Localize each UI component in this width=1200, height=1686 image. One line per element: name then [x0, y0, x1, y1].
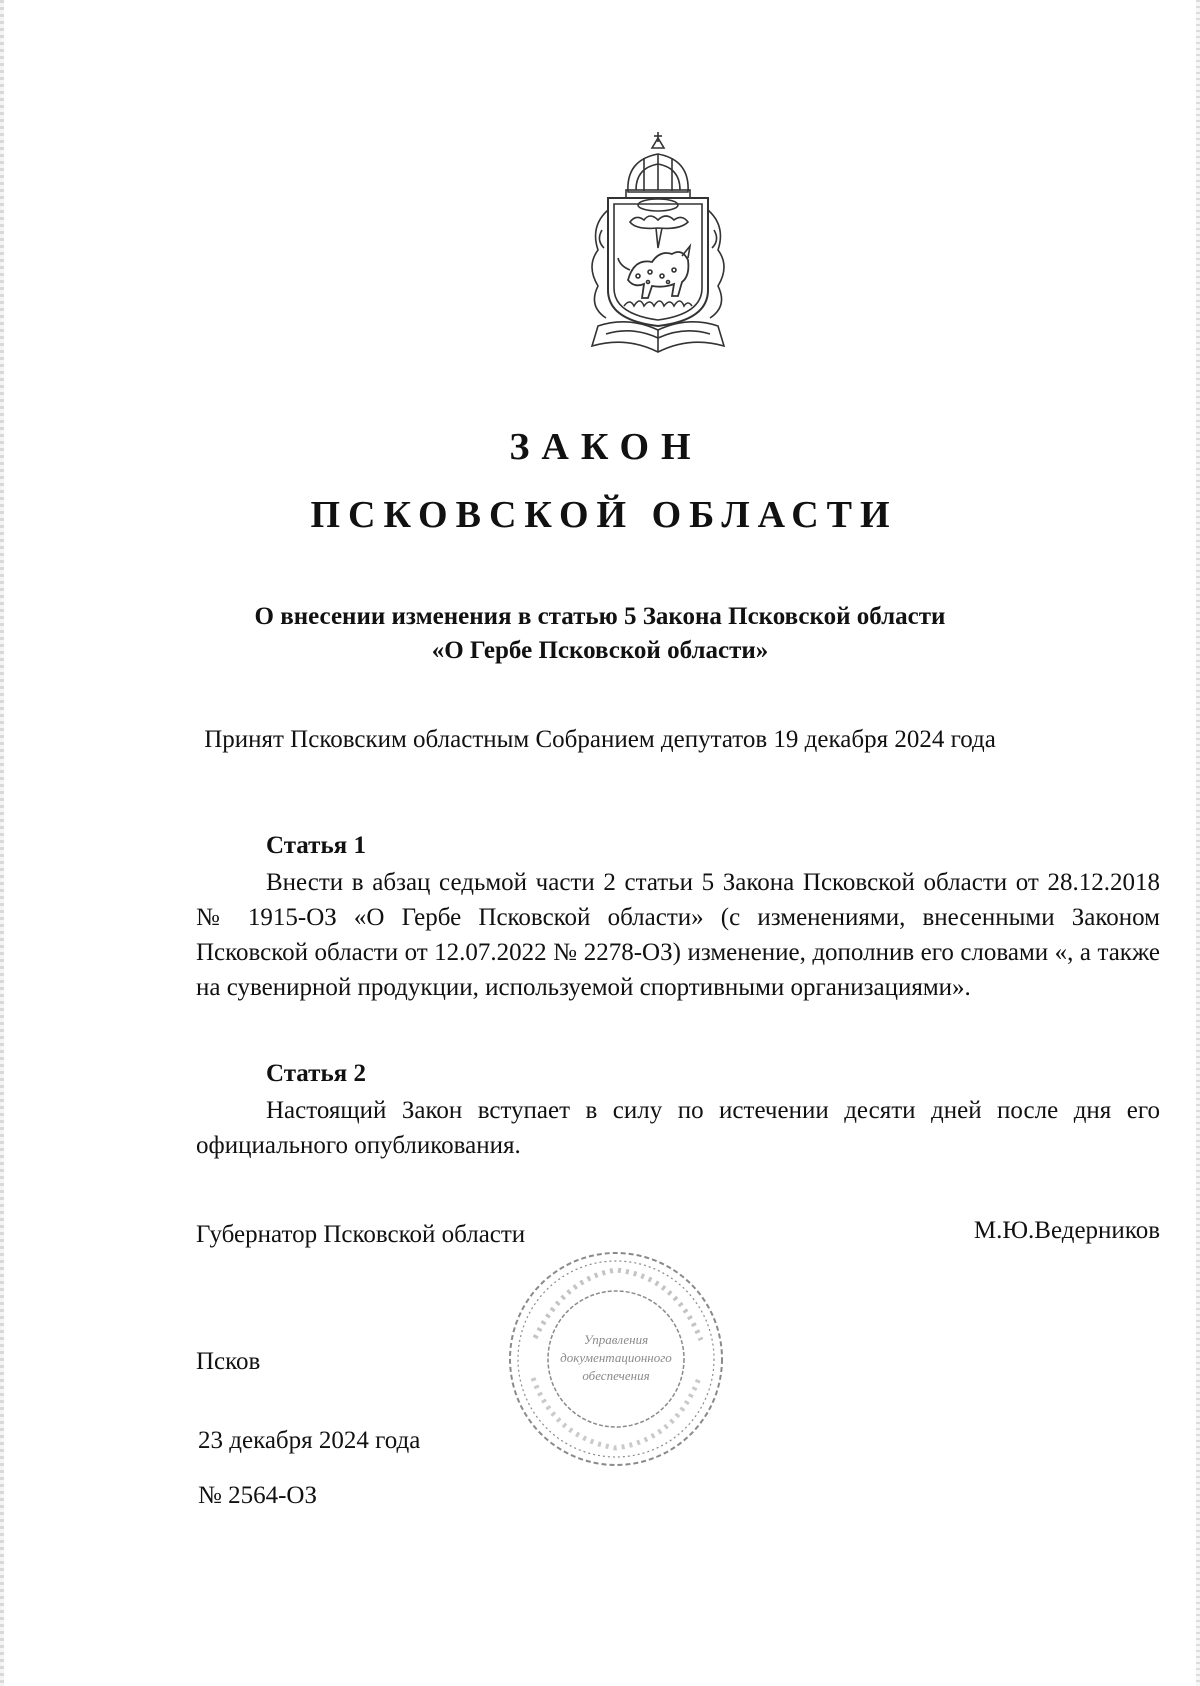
article-2-text: Настоящий Закон вступает в силу по истечении десяти дней после дня его официального опубликования.: [196, 1097, 1160, 1159]
signatory-position: Губернатор Псковской области: [196, 1221, 526, 1248]
stamp-text-line-2: документационного: [560, 1350, 672, 1365]
scan-edge-right: [1196, 0, 1200, 1686]
coat-of-arms-icon: [578, 130, 738, 370]
law-subject-line-2: «О Гербе Псковской области»: [431, 637, 769, 664]
document-region: ПСКОВСКОЙ ОБЛАСТИ: [310, 494, 898, 536]
article-2-heading: Статья 2: [266, 1060, 366, 1087]
stamp-text-line-1: Управления: [583, 1332, 649, 1347]
stamp-seal-icon: [505, 1248, 727, 1470]
document-title: ЗАКОН: [509, 426, 703, 468]
law-subject: [0, 600, 1200, 668]
article-1-text: Внести в абзац седьмой части 2 статьи 5 Закона Псковской области от 28.12.2018 № 1915-ОЗ «О Гербе Псковской области» (с изменениями, внесенными Законом Псковской области от 12.07.2022 № 2278-ОЗ) изменение, дополнив его словами «, а также на сувенирной продукции, используемой спортивными организациями».: [196, 869, 1160, 1001]
stamp-text-line-3: обеспечения: [582, 1368, 650, 1383]
scan-edge-left: [0, 0, 4, 1686]
law-subject-line-1: О внесении изменения в статью 5 Закона Псковской области: [254, 603, 946, 630]
law-number: № 2564-ОЗ: [198, 1482, 318, 1509]
signing-date: 23 декабря 2024 года: [198, 1427, 421, 1454]
adoption-statement: Принят Псковским областным Собранием депутатов 19 декабря 2024 года: [204, 726, 996, 753]
place-of-signing: Псков: [196, 1348, 261, 1375]
article-1-heading: Статья 1: [266, 832, 366, 859]
signatory-name: М.Ю.Ведерников: [973, 1217, 1160, 1244]
article-1: [196, 828, 1160, 1005]
article-2: [196, 1056, 1160, 1163]
